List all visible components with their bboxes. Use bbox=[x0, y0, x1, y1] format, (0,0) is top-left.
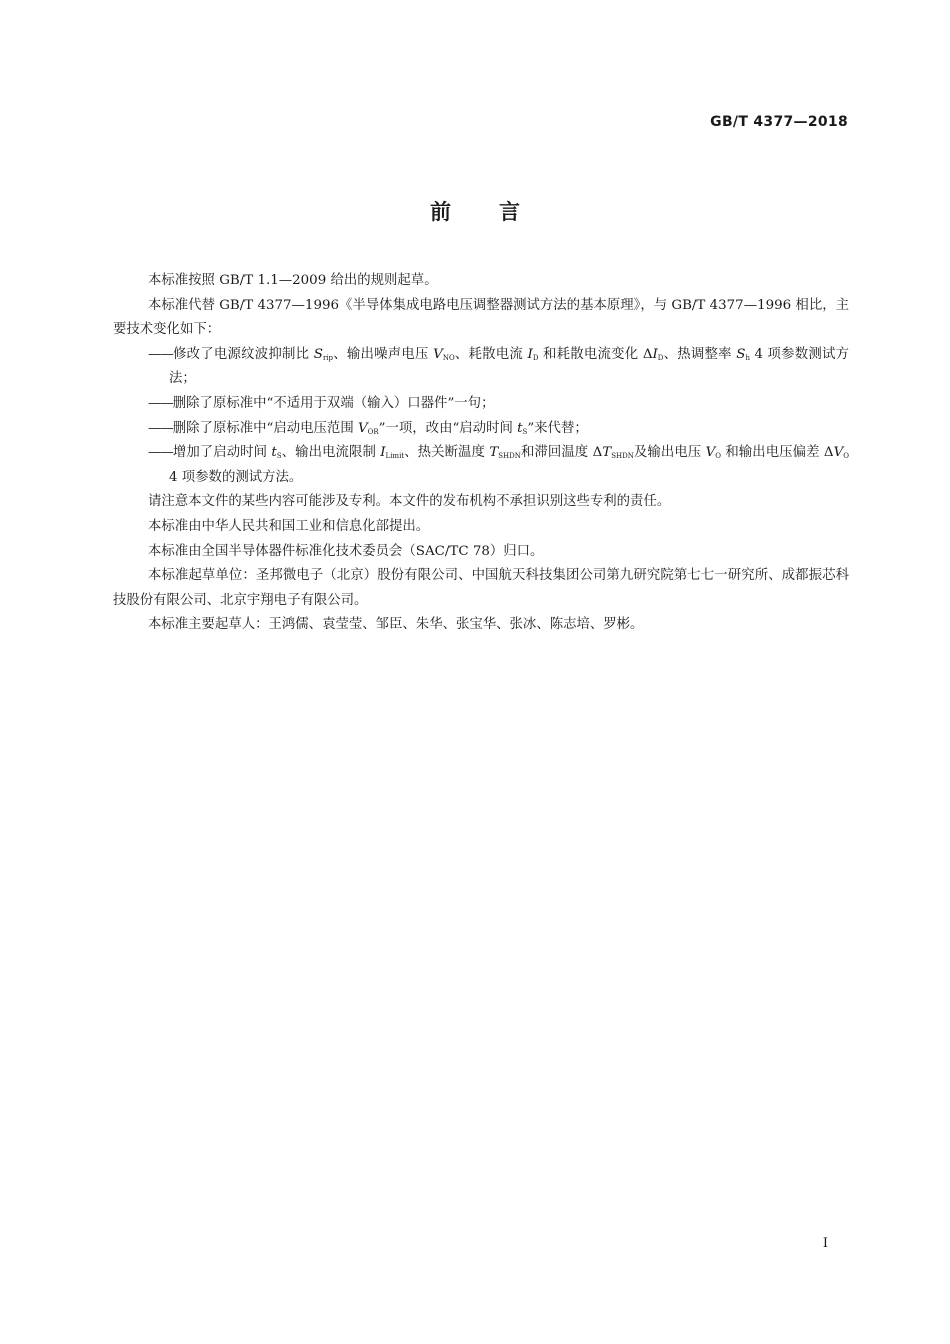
symbol-subscript: rip bbox=[322, 353, 334, 362]
dash-marker: —— bbox=[148, 420, 173, 436]
paragraph-patent-notice: 请注意本文件的某些内容可能涉及专利。本文件的发布机构不承担识别这些专利的责任。 bbox=[148, 494, 671, 510]
symbol-subscript: O bbox=[715, 452, 721, 461]
symbol: V bbox=[433, 346, 443, 362]
change-item-1: ——修改了电源纹波抑制比 $S_{rip}$、输出噪声电压 $V_{NO}$、耗散电流 $I_D$ 和耗散电流变化 $\Delta I_D$、热调整率 $S_h$ 4 项参数测试方法； bbox=[148, 346, 849, 387]
foreword-body bbox=[113, 269, 849, 638]
symbol: t bbox=[517, 420, 523, 436]
dash-marker: —— bbox=[148, 395, 173, 411]
symbol: V bbox=[833, 445, 844, 461]
symbol-subscript: S bbox=[276, 452, 282, 461]
symbol: I bbox=[527, 346, 533, 362]
change-item-4: ——增加了启动时间 $t_S$、输出电流限制 $I_{Limit}$、热关断温度 $T_{SHDN}$和滞回温度 $\Delta T_{SHDN}$及输出电压 $V_O$ 和输出电压偏差 $\Delta V_O$ 4 项参数的测试方法。 bbox=[148, 445, 849, 485]
symbol-subscript: OR bbox=[367, 427, 379, 436]
symbol-subscript: SHDN bbox=[611, 452, 634, 461]
symbol-subscript: D bbox=[532, 353, 539, 362]
symbol-subscript: Limit bbox=[385, 452, 405, 461]
page-number: I bbox=[822, 1236, 828, 1251]
symbol: S bbox=[313, 346, 323, 362]
paragraph-drafting-units: 本标准起草单位：圣邦微电子（北京）股份有限公司、中国航天科技集团公司第九研究院第七七一研究所、成都振芯科技股份有限公司、北京宇翔电子有限公司。 bbox=[113, 568, 849, 608]
page-title: 前言 bbox=[430, 200, 568, 224]
symbol: T bbox=[602, 445, 612, 461]
change-item-3: ——删除了原标准中“启动电压范围 $V_{OR}$”一项，改由“启动时间 $t_S$”来代替； bbox=[148, 420, 588, 436]
symbol-subscript: O bbox=[843, 452, 849, 461]
symbol-subscript: S bbox=[522, 427, 528, 436]
symbol: T bbox=[489, 445, 499, 461]
standard-code: GB/T 4377—2018 bbox=[710, 114, 848, 130]
dash-marker: —— bbox=[148, 346, 173, 362]
paragraph-drafting-rules: 本标准按照 GB/T 1.1—2009 给出的规则起草。 bbox=[148, 273, 438, 288]
symbol-subscript: NO bbox=[442, 353, 455, 362]
symbol-subscript: h bbox=[745, 353, 750, 362]
symbol: I bbox=[380, 445, 386, 461]
paragraph-replacement: 本标准代替 GB/T 4377—1996《半导体集成电路电压调整器测试方法的基本原理》，与 GB/T 4377—1996 相比，主要技术变化如下： bbox=[113, 297, 849, 338]
symbol-subscript: D bbox=[657, 353, 664, 362]
dash-marker: —— bbox=[148, 445, 173, 461]
paragraph-proposer: 本标准由中华人民共和国工业和信息化部提出。 bbox=[148, 518, 430, 534]
symbol: I bbox=[652, 346, 658, 362]
symbol: V bbox=[357, 420, 368, 436]
symbol: t bbox=[271, 445, 277, 461]
symbol: V bbox=[705, 445, 716, 461]
symbol-subscript: SHDN bbox=[498, 452, 521, 461]
symbol: S bbox=[736, 346, 746, 362]
change-item-2: ——删除了原标准中“不适用于双端（输入）口器件”一句； bbox=[148, 395, 495, 411]
paragraph-drafters: 本标准主要起草人：王鸿儒、袁莹莹、邹臣、朱华、张宝华、张冰、陈志培、罗彬。 bbox=[148, 617, 644, 633]
paragraph-committee: 本标准由全国半导体器件标准化技术委员会（SAC/TC 78）归口。 bbox=[148, 543, 544, 559]
